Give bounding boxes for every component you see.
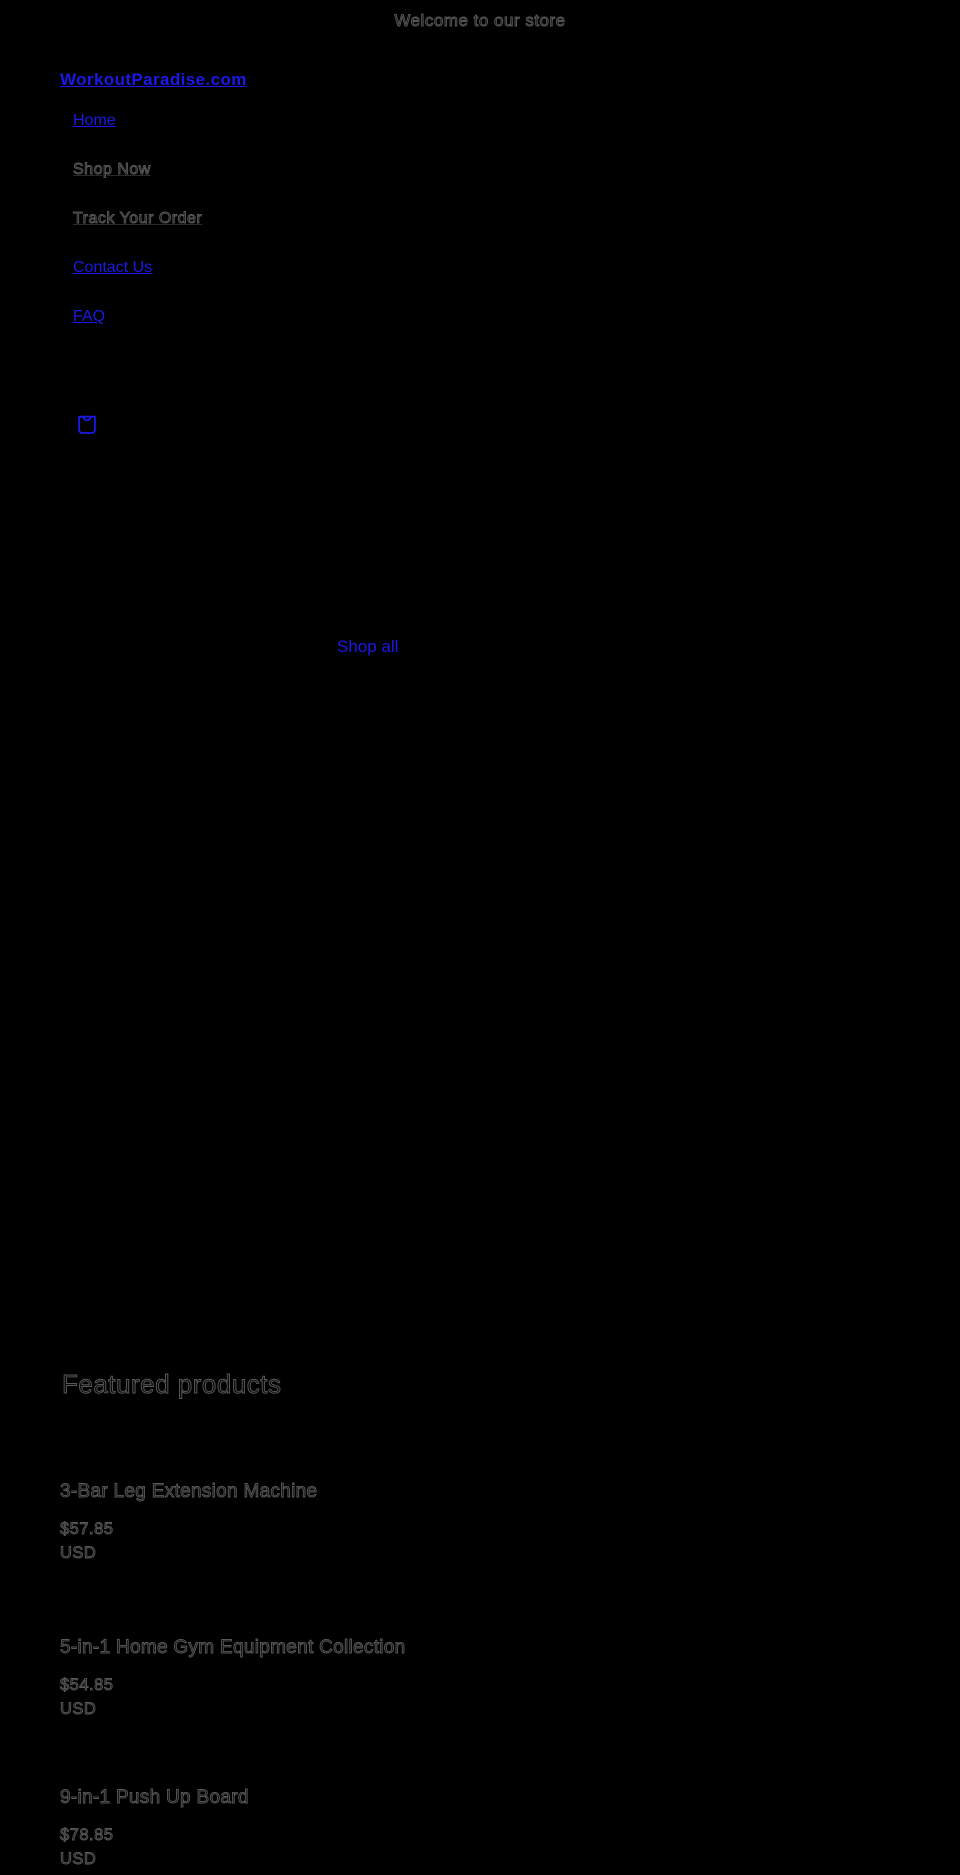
product-title-link[interactable]: 3-Bar Leg Extension Machine bbox=[60, 1481, 318, 1502]
nav-item-faq[interactable]: FAQ bbox=[73, 308, 106, 325]
cart-link[interactable] bbox=[74, 409, 100, 436]
shop-all-link[interactable]: Shop all bbox=[337, 637, 399, 656]
nav-item-shop-now[interactable]: Shop Now bbox=[73, 161, 151, 178]
product-title-link[interactable]: 9-in-1 Push Up Board bbox=[60, 1787, 249, 1808]
product-item bbox=[60, 1636, 406, 1721]
nav-item-home[interactable]: Home bbox=[73, 112, 116, 129]
product-title-link[interactable]: 5-in-1 Home Gym Equipment Collection bbox=[60, 1637, 406, 1658]
product-price: $57.85 bbox=[60, 1520, 114, 1538]
nav-item-contact-us[interactable]: Contact Us bbox=[73, 259, 153, 276]
product-price-currency: USD bbox=[60, 1544, 97, 1562]
store-logo-link[interactable]: WorkoutParadise.com bbox=[60, 70, 247, 89]
nav-item-track-your-order[interactable]: Track Your Order bbox=[73, 210, 203, 227]
product-item bbox=[60, 1786, 249, 1871]
featured-products-heading: Featured products bbox=[62, 1369, 282, 1399]
product-price: $78.85 bbox=[60, 1826, 114, 1844]
announcement-bar-text: Welcome to our store bbox=[394, 11, 566, 30]
product-price-currency: USD bbox=[60, 1850, 97, 1868]
main-nav bbox=[73, 112, 202, 357]
product-price-currency: USD bbox=[60, 1700, 97, 1718]
product-item bbox=[60, 1480, 317, 1565]
product-price: $54.85 bbox=[60, 1676, 114, 1694]
cart-bag-icon bbox=[74, 409, 100, 436]
